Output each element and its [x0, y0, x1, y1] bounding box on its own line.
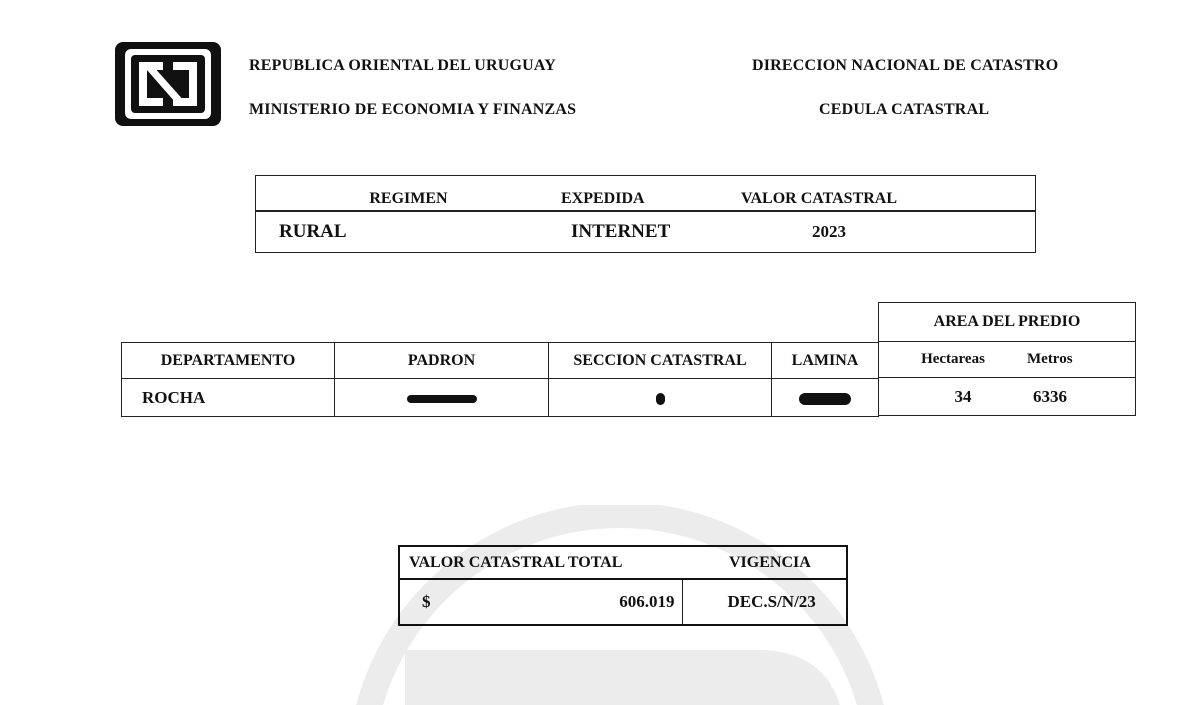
- expedida-value: INTERNET: [571, 221, 671, 242]
- redaction-mark: [407, 395, 477, 403]
- currency-symbol: $: [399, 579, 482, 625]
- regimen-header: REGIMEN: [256, 176, 562, 212]
- padron-value: [335, 379, 549, 417]
- departamento-value: ROCHA: [122, 379, 335, 417]
- padron-header: PADRON: [335, 343, 549, 379]
- valor-catastral-year: 2023: [812, 222, 846, 241]
- redaction-mark: [656, 393, 665, 405]
- redaction-mark: [799, 393, 851, 405]
- vigencia-value: DEC.S/N/23: [683, 579, 847, 625]
- regimen-value: RURAL: [279, 221, 347, 242]
- valuation-table: [398, 545, 848, 626]
- seccion-catastral-value: [549, 379, 772, 417]
- hectareas-value: 34: [879, 378, 1028, 416]
- valor-total-header: VALOR CATASTRAL TOTAL: [399, 546, 683, 579]
- ministry-title: MINISTERIO DE ECONOMIA Y FINANZAS: [249, 101, 577, 118]
- expedida-header: EXPEDIDA: [561, 176, 701, 212]
- metros-value: 6336: [1027, 378, 1136, 416]
- catastro-logo: [113, 40, 223, 128]
- republic-title: REPUBLICA ORIENTAL DEL URUGUAY: [249, 57, 556, 74]
- valor-catastral-header: VALOR CATASTRAL: [701, 176, 1036, 212]
- document-title: CEDULA CATASTRAL: [819, 101, 990, 118]
- metros-header: Metros: [1027, 342, 1136, 378]
- hectareas-header: Hectareas: [879, 342, 1028, 378]
- direction-title: DIRECCION NACIONAL DE CATASTRO: [752, 57, 1059, 74]
- seccion-catastral-header: SECCION CATASTRAL: [549, 343, 772, 379]
- area-table: [878, 302, 1136, 416]
- vigencia-header: VIGENCIA: [683, 546, 847, 579]
- departamento-header: DEPARTAMENTO: [122, 343, 335, 379]
- lamina-value: [772, 379, 879, 417]
- lamina-header: LAMINA: [772, 343, 879, 379]
- valor-total-value: 606.019: [482, 579, 683, 625]
- property-table: [121, 342, 879, 417]
- info-table: [255, 175, 1036, 253]
- area-title: AREA DEL PREDIO: [879, 303, 1136, 342]
